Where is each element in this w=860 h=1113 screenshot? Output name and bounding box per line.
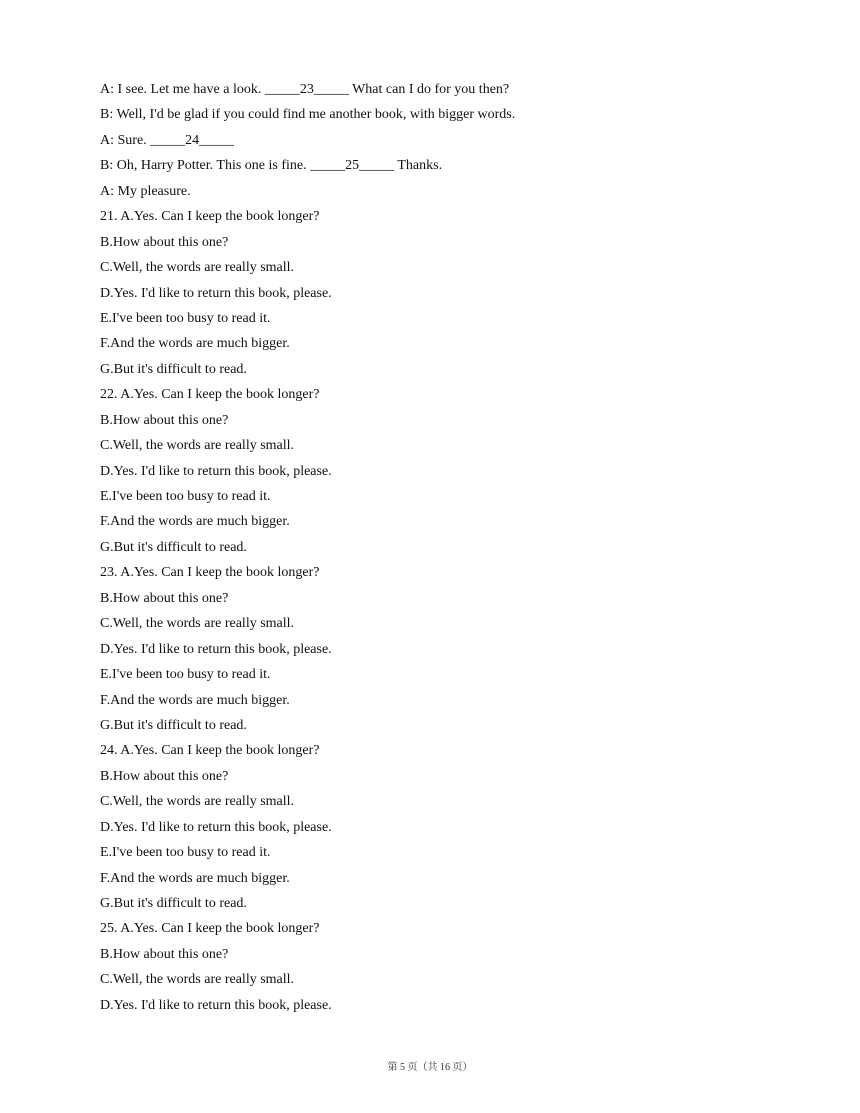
option-d: D.Yes. I'd like to return this book, please. — [100, 819, 332, 835]
option-g: G.But it's difficult to read. — [100, 717, 247, 733]
dialogue-line: B: Well, I'd be glad if you could find me another book, with bigger words. — [100, 107, 516, 123]
dialogue-line: B: Oh, Harry Potter. This one is fine. _____25_____ Thanks. — [100, 158, 443, 174]
dialogue-line: A: I see. Let me have a look. _____23_____ What can I do for you then? — [100, 82, 510, 97]
option-a: A.Yes. Can I keep the book longer? — [120, 209, 320, 225]
dialogue-line: A: My pleasure. — [100, 183, 191, 199]
option-a: A.Yes. Can I keep the book longer? — [120, 387, 320, 403]
option-e: E.I've been too busy to read it. — [100, 667, 271, 683]
question-number: 22. — [100, 387, 118, 403]
option-c: C.Well, the words are really small. — [100, 260, 295, 276]
option-g: G.But it's difficult to read. — [100, 896, 247, 911]
dialogue-line: A: Sure. _____24_____ — [100, 132, 235, 148]
option-f: F.And the words are much bigger. — [100, 336, 290, 352]
option-a: A.Yes. Can I keep the book longer? — [120, 565, 320, 581]
question-24-first-line — [100, 738, 780, 763]
option-g: G.But it's difficult to read. — [100, 539, 247, 555]
option-e: E.I've been too busy to read it. — [100, 489, 271, 504]
question-23-first-line — [100, 560, 780, 585]
option-d: D.Yes. I'd like to return this book, please. — [100, 641, 332, 657]
option-f: F.And the words are much bigger. — [100, 870, 290, 886]
page-content — [100, 77, 780, 1018]
option-c: C.Well, the words are really small. — [100, 794, 295, 810]
option-e: E.I've been too busy to read it. — [100, 310, 271, 326]
option-b: B.How about this one? — [100, 412, 229, 428]
question-number: 23. — [100, 565, 118, 581]
question-25-first-line — [100, 916, 780, 941]
option-c: C.Well, the words are really small. — [100, 972, 295, 988]
option-d: D.Yes. I'd like to return this book, please. — [100, 997, 332, 1013]
option-c: C.Well, the words are really small. — [100, 616, 295, 632]
question-number: 21. — [100, 209, 118, 225]
page-footer: 第 5 页（共 16 页） — [387, 1062, 473, 1073]
question-number: 25. — [100, 921, 118, 937]
option-b: B.How about this one? — [100, 234, 229, 250]
question-22-first-line — [100, 382, 780, 407]
question-21-first-line — [100, 204, 780, 229]
option-c: C.Well, the words are really small. — [100, 438, 295, 454]
option-b: B.How about this one? — [100, 768, 229, 784]
option-b: B.How about this one? — [100, 590, 229, 606]
option-d: D.Yes. I'd like to return this book, please. — [100, 463, 332, 479]
option-g: G.But it's difficult to read. — [100, 361, 247, 377]
option-a: A.Yes. Can I keep the book longer? — [120, 921, 320, 937]
option-b: B.How about this one? — [100, 946, 229, 962]
option-e: E.I've been too busy to read it. — [100, 845, 271, 861]
option-f: F.And the words are much bigger. — [100, 514, 290, 530]
option-d: D.Yes. I'd like to return this book, please. — [100, 285, 332, 301]
option-f: F.And the words are much bigger. — [100, 692, 290, 708]
question-number: 24. — [100, 743, 118, 759]
option-a: A.Yes. Can I keep the book longer? — [120, 743, 320, 759]
